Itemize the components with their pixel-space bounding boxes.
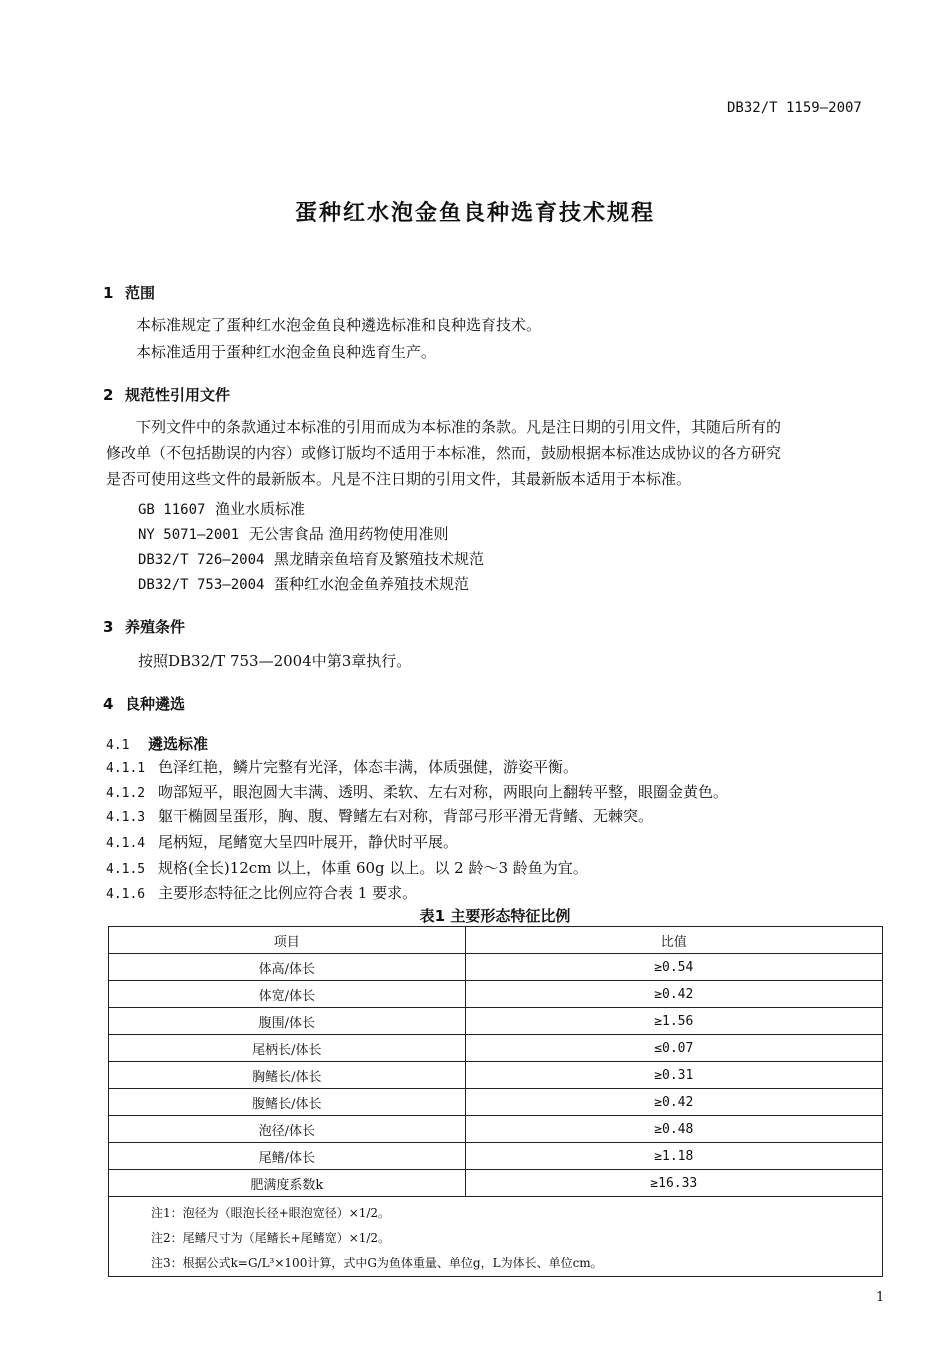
table-cell-value: ≥0.48 xyxy=(465,1116,882,1143)
table-cell-item: 体宽/体长 xyxy=(109,981,466,1008)
table-cell-value: ≥0.54 xyxy=(465,954,882,981)
subsection-number: 4.1 xyxy=(106,738,130,753)
table-caption: 表1 主要形态特征比例 xyxy=(419,907,571,925)
table-cell-item: 腹鳍长/体长 xyxy=(109,1089,466,1116)
table-cell-value: ≥0.42 xyxy=(465,981,882,1008)
reference-name: 黑龙睛亲鱼培育及繁殖技术规范 xyxy=(273,550,484,568)
document-title: 蛋种红水泡金鱼良种选育技术规程 xyxy=(294,201,655,226)
table-header-row xyxy=(109,927,883,954)
clause-number: 4.1.6 xyxy=(106,887,146,902)
table-note: 注3：根据公式k=G/L³×100计算，式中G为鱼体重量、单位g，L为体长、单位cm。 xyxy=(151,1256,603,1270)
reference-name: 蛋种红水泡金鱼养殖技术规范 xyxy=(273,575,469,593)
clause-item xyxy=(106,756,578,777)
section-number: 1 xyxy=(103,284,114,302)
table-header-cell: 比值 xyxy=(465,927,882,954)
reference-code: GB 11607 xyxy=(138,502,206,518)
table-row xyxy=(109,1008,883,1035)
table-cell-item: 体高/体长 xyxy=(109,954,466,981)
table-header-cell: 项目 xyxy=(109,927,466,954)
paragraph-line: 修改单（不包括勘误的内容）或修订版均不适用于本标准，然而，鼓励根据本标准达成协议的各方研究 xyxy=(106,444,782,462)
table-row xyxy=(109,1035,883,1062)
section-number: 2 xyxy=(103,386,114,404)
table-cell-value: ≥0.31 xyxy=(465,1062,882,1089)
reference-code: DB32/T 753—2004 xyxy=(138,577,265,593)
reference-name: 无公害食品 渔用药物使用准则 xyxy=(248,525,449,543)
table-row xyxy=(109,1116,883,1143)
section-title: 良种遴选 xyxy=(125,695,186,713)
paragraph: 按照DB32/T 753—2004中第3章执行。 xyxy=(138,652,412,670)
table-note: 注2：尾鳍尺寸为（尾鳍长+尾鳍宽）×1/2。 xyxy=(151,1231,391,1245)
clause-text: 尾柄短，尾鳍宽大呈四叶展开，静伏时平展。 xyxy=(158,833,459,851)
section-title: 范围 xyxy=(125,284,156,302)
table-cell-value: ≥0.42 xyxy=(465,1089,882,1116)
reference-item xyxy=(138,573,469,594)
table-cell-value: ≤0.07 xyxy=(465,1035,882,1062)
clause-item xyxy=(106,781,728,802)
reference-item xyxy=(138,548,484,569)
section-1-heading xyxy=(103,282,155,303)
section-number: 3 xyxy=(103,618,114,636)
clause-item xyxy=(106,857,588,878)
table-cell-value: ≥1.56 xyxy=(465,1008,882,1035)
proportion-table xyxy=(108,926,883,1197)
clause-text: 规格(全长)12cm 以上，体重 60g 以上。以 2 龄～3 龄鱼为宜。 xyxy=(158,859,588,877)
clause-item xyxy=(106,831,458,852)
reference-name: 渔业水质标准 xyxy=(214,500,305,518)
section-4-heading xyxy=(103,693,185,714)
clause-item xyxy=(106,882,417,903)
table-cell-value: ≥1.18 xyxy=(465,1143,882,1170)
table-cell-item: 尾鳍/体长 xyxy=(109,1143,466,1170)
table-row xyxy=(109,1143,883,1170)
table-row xyxy=(109,1062,883,1089)
paragraph-line: 下列文件中的条款通过本标准的引用而成为本标准的条款。凡是注日期的引用文件，其随后所有的 xyxy=(136,418,782,436)
table-row xyxy=(109,954,883,981)
paragraph: 本标准规定了蛋种红水泡金鱼良种遴选标准和良种选育技术。 xyxy=(136,316,542,334)
table-row xyxy=(109,1089,883,1116)
clause-number: 4.1.2 xyxy=(106,786,146,801)
clause-text: 主要形态特征之比例应符合表 1 要求。 xyxy=(158,884,418,902)
subsection-heading xyxy=(106,733,208,754)
section-2-heading xyxy=(103,384,230,405)
section-3-heading xyxy=(103,616,185,637)
page-number: 1 xyxy=(876,1290,885,1305)
section-title: 规范性引用文件 xyxy=(125,386,231,404)
table-cell-item: 尾柄长/体长 xyxy=(109,1035,466,1062)
clause-number: 4.1.1 xyxy=(106,761,146,776)
clause-number: 4.1.5 xyxy=(106,862,146,877)
table-cell-value: ≥16.33 xyxy=(465,1170,882,1197)
reference-code: DB32/T 726—2004 xyxy=(138,552,265,568)
clause-text: 吻部短平，眼泡圆大丰满、透明、柔软、左右对称，两眼向上翻转平整，眼圈金黄色。 xyxy=(158,783,729,801)
table-cell-item: 胸鳍长/体长 xyxy=(109,1062,466,1089)
table-cell-item: 腹围/体长 xyxy=(109,1008,466,1035)
table-row xyxy=(109,981,883,1008)
reference-item xyxy=(138,498,305,519)
document-code: DB32/T 1159—2007 xyxy=(727,100,862,116)
clause-text: 躯干椭圆呈蛋形，胸、腹、臀鳍左右对称，背部弓形平滑无背鳍、无棘突。 xyxy=(158,807,654,825)
table-cell-item: 肥满度系数k xyxy=(109,1170,466,1197)
table-notes xyxy=(108,1191,883,1277)
reference-item xyxy=(138,523,448,544)
paragraph: 本标准适用于蛋种红水泡金鱼良种选育生产。 xyxy=(136,343,437,361)
clause-text: 色泽红艳，鳞片完整有光泽，体态丰满，体质强健，游姿平衡。 xyxy=(158,758,579,776)
clause-item xyxy=(106,805,653,826)
reference-code: NY 5071—2001 xyxy=(138,527,240,543)
paragraph-line: 是否可使用这些文件的最新版本。凡是不注日期的引用文件，其最新版本适用于本标准。 xyxy=(106,470,692,488)
table-cell-item: 泡径/体长 xyxy=(109,1116,466,1143)
section-title: 养殖条件 xyxy=(125,618,186,636)
subsection-title: 遴选标准 xyxy=(148,735,209,753)
clause-number: 4.1.4 xyxy=(106,836,146,851)
table-note: 注1：泡径为（眼泡长径+眼泡宽径）×1/2。 xyxy=(151,1206,391,1220)
clause-number: 4.1.3 xyxy=(106,810,146,825)
section-number: 4 xyxy=(103,695,114,713)
